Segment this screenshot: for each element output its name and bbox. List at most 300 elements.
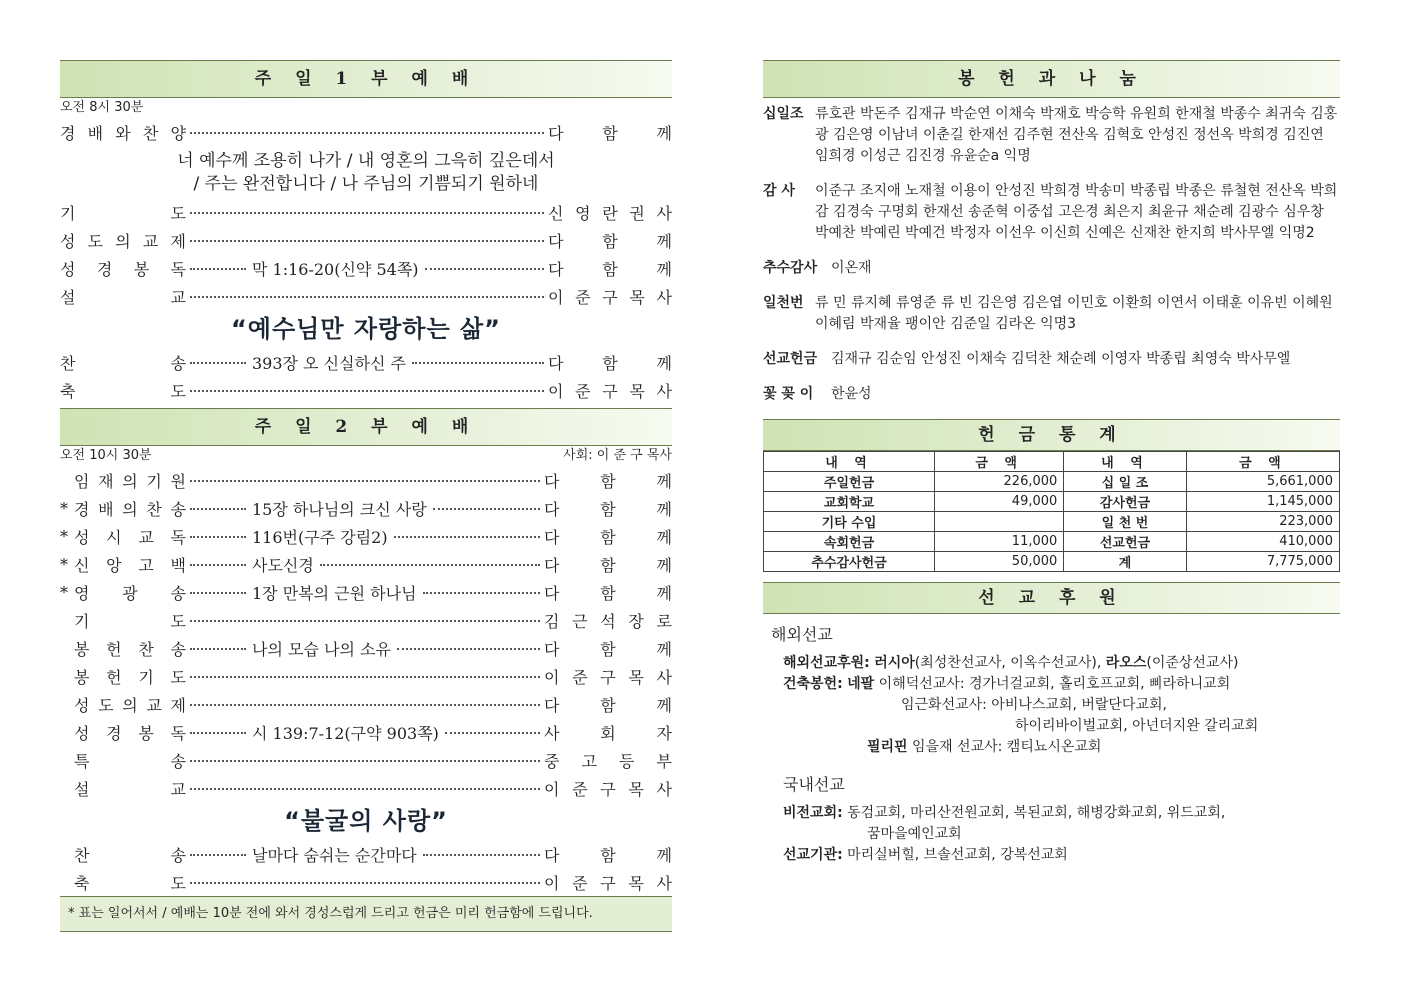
order-label-char: 송: [170, 583, 186, 603]
order-presenter-char: 구: [602, 287, 618, 307]
order-presenter: [544, 721, 672, 744]
order-presenter-char: 함: [600, 471, 616, 491]
stats-category-cell: 십 일 조: [1064, 472, 1186, 492]
order-detail: 날마다 숨쉬는 순간마다: [252, 845, 417, 865]
order-presenter-char: 다: [548, 259, 564, 279]
order-label-char: 성: [60, 259, 76, 279]
overseas-support-line: [763, 653, 1340, 674]
order-label-char: 도: [170, 381, 186, 401]
order-label-char: 도: [170, 667, 186, 687]
order-presenter-char: 사: [656, 667, 672, 687]
order-presenter-char: 함: [602, 259, 618, 279]
order-presenter-char: 고: [581, 751, 597, 771]
order-label-char: 찬: [146, 499, 162, 519]
order-label-char: 경: [96, 259, 113, 279]
offering-group: [763, 384, 1340, 405]
order-label: [60, 351, 186, 374]
leader-dots: [190, 239, 544, 242]
offering-names: 이준구 조지애 노재철 이용이 안성진 박희경 박송미 박종립 박종은 류철현 전산옥 박희감 김경숙 구명회 한재선 송준혁 이중섭 고은경 최은지 최윤규 채순례 김광수 심우창 박예찬 박예린 박예건 박정자 이선우 이신희 신예은 신재찬 한지희 박사무엘 익명2: [815, 183, 1338, 241]
offering-group: [763, 104, 1340, 167]
order-row: [60, 348, 672, 376]
order-presenter: [544, 609, 672, 632]
order-presenter: [544, 843, 672, 866]
stats-amount-cell: 11,000: [935, 532, 1064, 552]
order-row: [60, 840, 672, 868]
leader-dots: [412, 361, 544, 364]
order-presenter-char: 께: [656, 845, 672, 865]
order-label: [74, 637, 186, 660]
order-label: [74, 721, 186, 744]
stats-category-cell: 속회헌금: [764, 532, 935, 552]
offering-category: 십일조: [763, 106, 804, 122]
order-row: [60, 578, 672, 606]
offering-category: 일천번: [763, 295, 804, 311]
order-presenter-char: 다: [544, 499, 560, 519]
order-presenter-char: 함: [600, 583, 616, 603]
order-row: [60, 466, 672, 494]
order-presenter: [544, 777, 672, 800]
order-presenter-char: 구: [600, 667, 616, 687]
order-presenter-char: 께: [656, 499, 672, 519]
order-presenter: [544, 553, 672, 576]
order-presenter-char: 사: [544, 723, 560, 743]
philippines-line: [763, 737, 1340, 758]
order-presenter-char: 석: [600, 611, 616, 631]
standing-mark: *: [60, 582, 68, 602]
offering-names: 이온재: [831, 260, 872, 276]
order-presenter-char: 사: [656, 203, 672, 223]
order-presenter-char: 영: [575, 203, 591, 223]
order-presenter-char: 함: [600, 845, 616, 865]
order-presenter-char: 함: [600, 527, 616, 547]
org-key: 선교기관:: [783, 847, 843, 863]
order-label: [60, 229, 186, 252]
order-presenter-char: 다: [548, 231, 564, 251]
order-detail: 393장 오 신실하신 주: [252, 353, 406, 373]
order-presenter: [548, 285, 672, 308]
order-presenter-char: 목: [629, 287, 645, 307]
order-presenter-char: 함: [602, 353, 618, 373]
order-detail: 막 1:16-20(신약 54쪽): [252, 259, 419, 279]
org-line: [763, 845, 1340, 866]
order-presenter-char: 다: [544, 527, 560, 547]
order-label-char: 헌: [106, 639, 122, 659]
philippines-label: 필리핀: [867, 739, 908, 755]
leader-dots: [394, 535, 540, 538]
order-presenter-char: 함: [600, 499, 616, 519]
order-presenter: [544, 871, 672, 894]
service1-sermon-title: “예수님만 자랑하는 삶”: [231, 315, 501, 343]
order-presenter-char: 함: [600, 555, 616, 575]
leader-dots: [190, 703, 540, 706]
order-label-char: 독: [170, 723, 186, 743]
leader-dots: [190, 211, 544, 214]
offering-category: 감 사: [763, 183, 795, 199]
order-presenter-char: 김: [544, 611, 560, 631]
order-presenter-char: 께: [656, 259, 672, 279]
order-presenter-char: 께: [656, 639, 672, 659]
stats-category-cell: 기타 수입: [764, 512, 935, 532]
order-label-char: 설: [60, 287, 76, 307]
order-presenter-char: 신: [548, 203, 564, 223]
leader-dots: [190, 759, 540, 762]
stats-amount-cell: 49,000: [935, 492, 1064, 512]
offering-group: [763, 181, 1340, 244]
order-label-char: 도: [170, 873, 186, 893]
offering-category: 꽃 꽂 이: [763, 386, 814, 402]
order-label-char: 특: [74, 751, 90, 771]
service2-order-b: [60, 840, 672, 896]
order-row: [60, 746, 672, 774]
order-presenter-char: 함: [602, 231, 618, 251]
stats-category-cell: 일 천 번: [1064, 512, 1186, 532]
order-presenter-char: 께: [656, 555, 672, 575]
leader-dots: [190, 295, 544, 298]
leader-dots: [190, 853, 246, 856]
order-row: [60, 254, 672, 282]
order-label-char: 찬: [60, 353, 76, 373]
leader-dots: [190, 267, 246, 270]
order-row: [60, 690, 672, 718]
service-notice: * 표는 일어서서 / 예배는 10분 전에 와서 경성스럽게 드리고 헌금은 미리 헌금함에 드립니다.: [60, 896, 672, 932]
order-presenter-char: 다: [544, 583, 560, 603]
order-label: [74, 749, 186, 772]
nepal-line-2: 임근화선교사: 아비나스교회, 버랄단다교회,: [901, 697, 1167, 713]
order-label-char: 임: [74, 471, 90, 491]
order-label-char: 송: [170, 751, 186, 771]
order-presenter-char: 준: [575, 287, 591, 307]
leader-dots: [425, 267, 544, 270]
service2-info: [60, 446, 672, 466]
building-line: [763, 674, 1340, 695]
order-detail: 나의 모습 나의 소유: [252, 639, 391, 659]
order-label: [74, 525, 186, 548]
order-presenter: [548, 229, 672, 252]
offering-category: 추수감사: [763, 260, 818, 276]
order-presenter-char: 로: [656, 611, 672, 631]
domestic-heading: 국내선교: [783, 775, 845, 794]
leader-dots: [423, 591, 540, 594]
order-label-char: 배: [98, 499, 114, 519]
service1-order-c: [60, 348, 672, 404]
order-presenter: [548, 201, 672, 224]
order-label: [60, 285, 186, 308]
order-label: [74, 497, 186, 520]
order-row: [60, 198, 672, 226]
leader-dots: [190, 535, 246, 538]
stats-category-cell: 추수감사헌금: [764, 552, 935, 572]
philippines-detail: 임을재 선교사: 캠티뇨시온교회: [912, 739, 1102, 755]
order-label-char: 제: [170, 231, 186, 251]
order-label-char: 시: [106, 527, 122, 547]
order-presenter: [548, 257, 672, 280]
service1-title: 주 일 1 부 예 배: [60, 60, 672, 98]
order-presenter-char: 목: [628, 779, 644, 799]
order-label-char: 축: [74, 873, 90, 893]
leader-dots: [320, 563, 540, 566]
service2-leader: 사회: 이 준 구 목사: [563, 448, 672, 463]
order-presenter-char: 사: [656, 873, 672, 893]
order-label-char: 봉: [138, 723, 154, 743]
order-presenter-char: 사: [656, 779, 672, 799]
offering-names: 한윤성: [831, 386, 872, 402]
order-presenter-char: 준: [572, 873, 588, 893]
order-label: [74, 665, 186, 688]
offering-category: 선교헌금: [763, 351, 818, 367]
order-label-char: 성: [60, 231, 76, 251]
order-presenter: [544, 665, 672, 688]
order-label: [74, 469, 186, 492]
order-label-char: 교: [146, 695, 162, 715]
order-presenter-char: 이: [548, 381, 564, 401]
order-presenter-char: 이: [544, 779, 560, 799]
service1-order-a: [60, 118, 672, 146]
order-presenter-char: 사: [656, 287, 672, 307]
standing-mark: *: [60, 554, 68, 574]
order-presenter-char: 목: [629, 381, 645, 401]
order-label-char: 독: [170, 259, 186, 279]
order-presenter-char: 다: [548, 123, 564, 143]
order-presenter-char: 께: [656, 231, 672, 251]
order-presenter: [548, 351, 672, 374]
stats-amount-cell: 50,000: [935, 552, 1064, 572]
order-row: [60, 606, 672, 634]
standing-mark: *: [60, 498, 68, 518]
mission-title: 선 교 후 원: [763, 582, 1340, 614]
lyrics-line-2: / 주는 완전합니다 / 나 주님의 기쁨되기 원하네: [193, 174, 539, 194]
order-label-char: 양: [170, 123, 186, 143]
order-label-char: 교: [142, 231, 159, 251]
order-presenter-char: 중: [544, 751, 560, 771]
order-presenter: [548, 121, 672, 144]
order-presenter-char: 이: [544, 667, 560, 687]
stats-title: 헌 금 통 계: [763, 419, 1340, 451]
stats-amount-cell: 1,145,000: [1186, 492, 1339, 512]
service2-sermon-title: “불굴의 사랑”: [284, 807, 448, 835]
order-presenter-char: 께: [656, 695, 672, 715]
order-presenter-char: 함: [602, 123, 618, 143]
stats-row: [764, 532, 1340, 552]
order-presenter: [544, 497, 672, 520]
leader-dots: [190, 591, 246, 594]
order-label-char: 광: [122, 583, 138, 603]
order-label: [74, 777, 186, 800]
stats-amount-cell: 226,000: [935, 472, 1064, 492]
order-label-char: 와: [115, 123, 131, 143]
order-label-char: 신: [74, 555, 90, 575]
order-label-char: 성: [74, 723, 90, 743]
order-label: [74, 581, 186, 604]
order-detail: 시 139:7-12(구약 903쪽): [252, 723, 439, 743]
order-detail: 116번(구주 강림2): [252, 527, 388, 547]
order-label-char: 기: [60, 203, 76, 223]
order-label-char: 송: [170, 845, 186, 865]
order-label-char: 찬: [142, 123, 159, 143]
leader-dots: [190, 881, 540, 884]
order-label-char: 교: [170, 779, 186, 799]
overseas-support-key: 해외선교후원:: [783, 655, 870, 671]
order-row: [60, 494, 672, 522]
order-label-char: 교: [170, 287, 186, 307]
leader-dots: [190, 507, 246, 510]
order-label-char: 도: [170, 203, 186, 223]
order-presenter-char: 구: [602, 381, 618, 401]
service2-title: 주 일 2 부 예 배: [60, 408, 672, 446]
order-presenter-char: 께: [656, 353, 672, 373]
order-label: [74, 609, 186, 632]
russia: 러시아: [874, 655, 915, 671]
order-presenter-char: 구: [600, 779, 616, 799]
stats-category-cell: 감사헌금: [1064, 492, 1186, 512]
order-label-char: 기: [146, 471, 162, 491]
org-line-1: 마리실버힐, 브솔선교회, 강복선교회: [847, 847, 1068, 863]
nepal-line-3: 하이리바이벌교회, 아넌더지완 갈리교회: [1015, 718, 1259, 734]
leader-dots: [190, 479, 540, 482]
leader-dots: [190, 731, 246, 734]
stats-amount-cell: 223,000: [1186, 512, 1339, 532]
russia-detail: (최성찬선교사, 이옥수선교사),: [914, 655, 1106, 671]
order-presenter-char: 준: [572, 779, 588, 799]
order-row: [60, 868, 672, 896]
leader-dots: [423, 853, 540, 856]
order-label-char: 봉: [133, 259, 150, 279]
order-label-char: 고: [138, 555, 154, 575]
order-presenter-char: 권: [629, 203, 645, 223]
order-presenter-char: 등: [619, 751, 635, 771]
laos: 라오스: [1105, 655, 1147, 671]
order-row: [60, 774, 672, 802]
order-label-char: 백: [170, 555, 186, 575]
order-presenter-char: 다: [544, 555, 560, 575]
leader-dots: [190, 619, 540, 622]
order-label-char: 재: [98, 471, 114, 491]
order-presenter-char: 목: [628, 667, 644, 687]
offering-group: [763, 293, 1340, 335]
order-label-char: 도: [170, 611, 186, 631]
vision-line-1: 동검교회, 마리산전원교회, 복된교회, 해병강화교회, 위드교회,: [847, 805, 1226, 821]
stats-amount-cell: 7,775,000: [1186, 552, 1339, 572]
order-presenter-char: 이: [544, 873, 560, 893]
offering-group: [763, 258, 1340, 279]
offering-stats-table: [763, 451, 1340, 572]
order-label-char: 성: [74, 695, 90, 715]
service2-order-a: [60, 466, 672, 802]
order-presenter-char: 부: [656, 751, 672, 771]
stats-header-cell: 내 역: [1064, 452, 1186, 472]
nepal-label: 네팔: [847, 676, 875, 692]
stats-amount-cell: 410,000: [1186, 532, 1339, 552]
order-label-char: 의: [122, 499, 138, 519]
offering-names: 류 민 류지혜 류영준 류 빈 김은영 김은엽 이민호 이환희 이연서 이태훈 이유빈 이혜원 이혜림 박재율 팽이안 김준일 김라온 익명3: [815, 295, 1333, 332]
order-presenter-char: 란: [602, 203, 618, 223]
order-presenter-char: 께: [656, 527, 672, 547]
order-presenter: [544, 749, 672, 772]
order-label-char: 교: [138, 527, 154, 547]
order-label-char: 기: [138, 667, 154, 687]
order-presenter: [544, 525, 672, 548]
stats-row: [764, 512, 1340, 532]
order-label-char: 찬: [74, 845, 90, 865]
order-presenter-char: 함: [600, 695, 616, 715]
stats-amount-cell: 5,661,000: [1186, 472, 1339, 492]
order-row: [60, 662, 672, 690]
order-presenter-char: 함: [600, 639, 616, 659]
order-row: [60, 282, 672, 310]
order-label: [60, 257, 186, 280]
vision-line: [763, 803, 1340, 824]
order-label-char: 원: [170, 471, 186, 491]
order-presenter-char: 께: [656, 123, 672, 143]
order-label: [74, 693, 186, 716]
stats-body: [764, 472, 1340, 572]
order-label: [60, 379, 186, 402]
order-label: [74, 871, 186, 894]
stats-category-cell: 주일헌금: [764, 472, 935, 492]
order-label: [74, 843, 186, 866]
order-label-char: 도: [87, 231, 104, 251]
order-presenter: [548, 379, 672, 402]
order-label-char: 기: [74, 611, 90, 631]
order-detail: 1장 만복의 근원 하나님: [252, 583, 417, 603]
left-column: [60, 60, 672, 932]
order-label: [74, 553, 186, 576]
order-presenter-char: 다: [544, 695, 560, 715]
vision-line-2: 꿈마을예인교회: [867, 826, 962, 842]
order-presenter-char: 근: [572, 611, 588, 631]
order-label-char: 설: [74, 779, 90, 799]
order-label-char: 송: [170, 353, 186, 373]
order-presenter-char: 이: [548, 287, 564, 307]
order-presenter-char: 자: [656, 723, 672, 743]
opening-lyrics: [60, 150, 672, 196]
right-column: [763, 60, 1340, 866]
order-label-char: 도: [98, 695, 114, 715]
order-label-char: 송: [170, 639, 186, 659]
stats-category-cell: 계: [1064, 552, 1186, 572]
lyrics-line-1: 너 예수께 조용히 나가 / 내 영혼의 그윽히 깊은데서: [177, 151, 555, 171]
leader-dots: [190, 647, 246, 650]
service2-time: 오전 10시 30분: [60, 448, 152, 463]
standing-mark: *: [60, 526, 68, 546]
order-label-char: 의: [122, 695, 138, 715]
order-row: [60, 718, 672, 746]
nepal-line-1: 이해덕선교사: 경가너걸교회, 홀리호프교회, 삐라하니교회: [878, 676, 1231, 692]
order-label-char: 송: [170, 499, 186, 519]
order-row: [60, 226, 672, 254]
order-presenter-char: 준: [575, 381, 591, 401]
building-key: 건축봉헌:: [783, 676, 843, 692]
order-label-char: 의: [115, 231, 131, 251]
order-detail: 사도신경: [252, 555, 314, 575]
order-presenter-char: 회: [600, 723, 616, 743]
order-label-char: 제: [170, 695, 186, 715]
order-row: [60, 522, 672, 550]
order-label-char: 배: [87, 123, 104, 143]
leader-dots: [190, 787, 540, 790]
order-presenter-char: 다: [544, 845, 560, 865]
order-presenter-char: 구: [600, 873, 616, 893]
overseas-heading: 해외선교: [771, 625, 833, 644]
order-presenter-char: 준: [572, 667, 588, 687]
order-label-char: 경: [74, 499, 90, 519]
stats-header-cell: 내 역: [764, 452, 935, 472]
order-presenter: [544, 469, 672, 492]
order-label-char: 영: [74, 583, 90, 603]
order-presenter-char: 다: [544, 471, 560, 491]
leader-dots: [190, 563, 246, 566]
leader-dots: [190, 389, 544, 392]
offering-list: [763, 104, 1340, 405]
